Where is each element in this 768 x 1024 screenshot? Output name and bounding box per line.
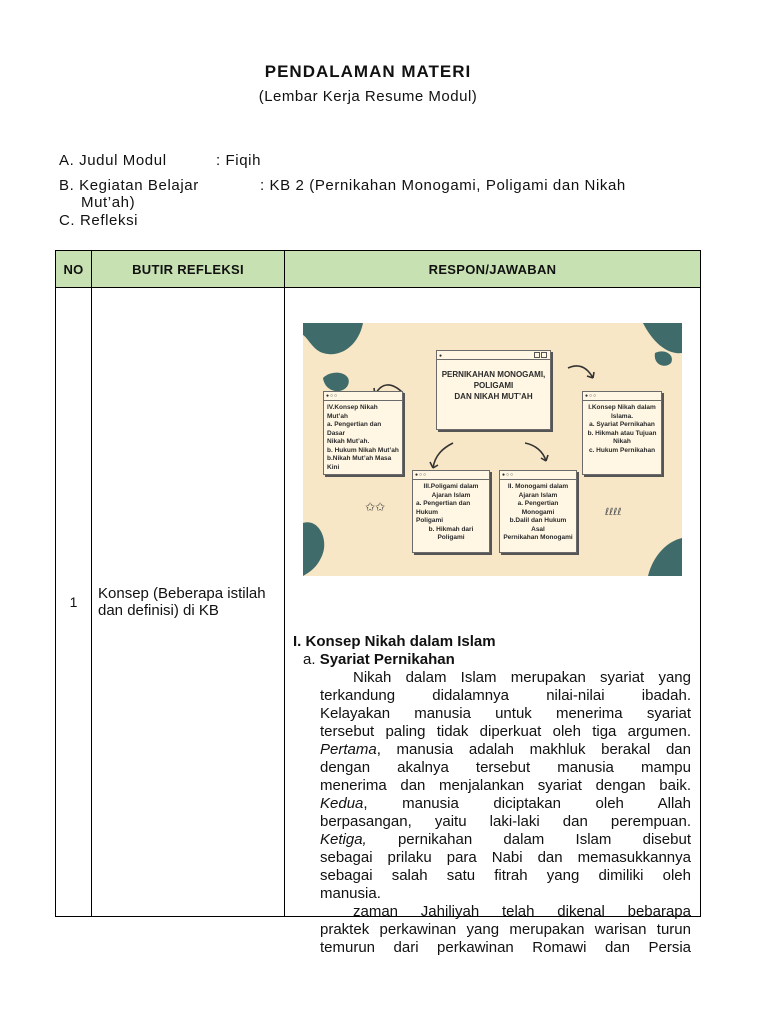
card-item: b.Dalil dan Hukum Asal	[509, 517, 567, 533]
concept-map-illustration	[303, 323, 682, 576]
svg-text:✩✩: ✩✩	[365, 500, 386, 514]
text-line: sebagai salah satu fitrah yang dimiliki oleh	[320, 867, 691, 884]
italic-word: Kedua	[320, 795, 364, 812]
center-title-line: PERNIKAHAN MONOGAMI,	[441, 370, 546, 379]
center-title-line: DAN NIKAH MUT’AH	[454, 392, 533, 401]
card-center	[436, 350, 551, 430]
text-line: praktek perkawinan yang merupakan warisan turun	[320, 921, 691, 938]
table-row	[56, 288, 701, 917]
text-line-rest: manusia diciptakan oleh Allah	[402, 795, 691, 812]
card-dots-icon: ●○○	[585, 393, 598, 399]
subsection-title	[303, 651, 455, 668]
text-line-rest: manusia adalah makhluk berakal dan	[396, 741, 691, 758]
card-item: b. Hikmah dari Poligami	[428, 525, 474, 541]
card-titlebar	[583, 392, 661, 401]
window-button-icon	[534, 352, 540, 358]
reflection-table	[55, 250, 701, 956]
card-item: c. Hukum Pernikahan	[588, 446, 656, 454]
text-line	[320, 831, 691, 849]
card-item: Pernikahan Monogami	[503, 534, 573, 541]
header-no: NO	[56, 251, 92, 288]
card-dots-icon: ●	[439, 353, 444, 359]
card-titlebar	[437, 351, 550, 360]
card-dots-icon: ●○○	[502, 472, 515, 478]
card-poligami	[412, 470, 490, 553]
card-item: b. Hikmah atau Tujuan	[587, 429, 657, 437]
card-title: Ajaran Islam	[518, 491, 558, 499]
page-title: PENDALAMAN MATERI	[264, 62, 472, 81]
table-header-row	[56, 251, 701, 288]
card-title: II. Monogami dalam	[507, 483, 569, 490]
row-respon	[285, 288, 701, 956]
card-titlebar	[500, 471, 576, 480]
card-title: IV.Konsep Nikah Mut’ah	[327, 404, 378, 420]
text-line: berpasangan, yaitu laki-laki dan perempuan.	[320, 813, 691, 830]
card-item: Nikah Mut’ah.	[327, 438, 370, 445]
text-line: menerima dan menjalankan syariat dengan baik.	[320, 777, 691, 794]
card-item: a. Pengertian dan Hukum	[416, 500, 471, 516]
text-line: tersebut paling tidak diperkuat oleh tiga argumen.	[320, 723, 691, 740]
card-nikah	[582, 391, 662, 475]
italic-word: Ketiga,	[320, 831, 367, 848]
card-titlebar	[324, 392, 402, 401]
card-titlebar	[413, 471, 489, 480]
meta-value: : Fiqih	[216, 152, 262, 169]
card-mutah	[323, 391, 403, 475]
meta-reflection: C. Refleksi	[59, 212, 139, 229]
header-respon: RESPON/JAWABAN	[285, 251, 701, 288]
text-line: manusia.	[320, 885, 381, 902]
card-monogami	[499, 470, 577, 553]
text-line-rest: pernikahan dalam Islam disebut	[397, 831, 691, 848]
card-item: Poligami	[416, 517, 444, 524]
page-subtitle: (Lembar Kerja Resume Modul)	[258, 88, 478, 105]
text-line: Pertama, manusia adalah makhluk berakal dan	[320, 741, 691, 758]
meta-module-title	[59, 152, 261, 169]
text-line: Kelayakan manusia untuk menerima syariat	[320, 705, 691, 722]
card-item: a. Pengertian Monogami	[517, 500, 559, 516]
meta-label: A. Judul Modul	[59, 152, 167, 169]
card-item: b.Nikah Mut’ah Masa Kini	[327, 455, 392, 471]
text-line: Kedua, manusia diciptakan oleh Allah	[320, 795, 691, 812]
subsection-label: Syariat Pernikahan	[319, 651, 455, 668]
card-item: a. Syariat Pernikahan	[589, 421, 655, 428]
meta-value-continued: Mut’ah)	[81, 194, 136, 211]
card-item: b. Hukum Nikah Mut’ah	[327, 446, 399, 454]
window-button-icon	[541, 352, 547, 358]
text-line: sebagai prilaku para Nabi dan memasukkannya	[320, 849, 691, 866]
row-number: 1	[56, 288, 92, 917]
meta-learning-activity	[59, 177, 626, 194]
text-line: terkandung didalamnya nilai-nilai ibadah.	[320, 687, 691, 704]
italic-word: Pertama	[320, 741, 377, 758]
card-dots-icon: ●○○	[415, 472, 428, 478]
center-title-line: POLIGAMI	[473, 381, 514, 390]
card-item: Nikah	[613, 438, 631, 445]
card-title: Islama.	[610, 412, 634, 420]
text-line: zaman Jahiliyah telah dikenal bebarapa	[353, 903, 691, 920]
card-title: Ajaran Islam	[431, 491, 471, 499]
card-title: III.Poligami dalam	[423, 483, 479, 490]
row-butir: Konsep (Beberapa istilah dan definisi) di KB	[92, 288, 285, 917]
svg-text:ℓℓℓℓ: ℓℓℓℓ	[605, 507, 622, 518]
meta-value: : KB 2 (Pernikahan Monogami, Poligami dan Nikah	[260, 177, 626, 194]
header-butir: BUTIR REFLEKSI	[92, 251, 285, 288]
card-item: a. Pengertian dan Dasar	[327, 421, 382, 437]
meta-label: B. Kegiatan Belajar	[59, 177, 199, 194]
text-line: dengan akalnya tersebut manusia mampu	[320, 759, 691, 776]
section-title: I. Konsep Nikah dalam Islam	[293, 633, 496, 650]
card-dots-icon: ●○○	[326, 393, 339, 399]
subsection-prefix: a.	[303, 651, 316, 668]
text-line: Nikah dalam Islam merupakan syariat yang	[353, 669, 691, 686]
text-line: temurun dari perkawinan Romawi dan Persia	[320, 939, 691, 956]
card-title: I.Konsep Nikah dalam	[588, 404, 656, 411]
